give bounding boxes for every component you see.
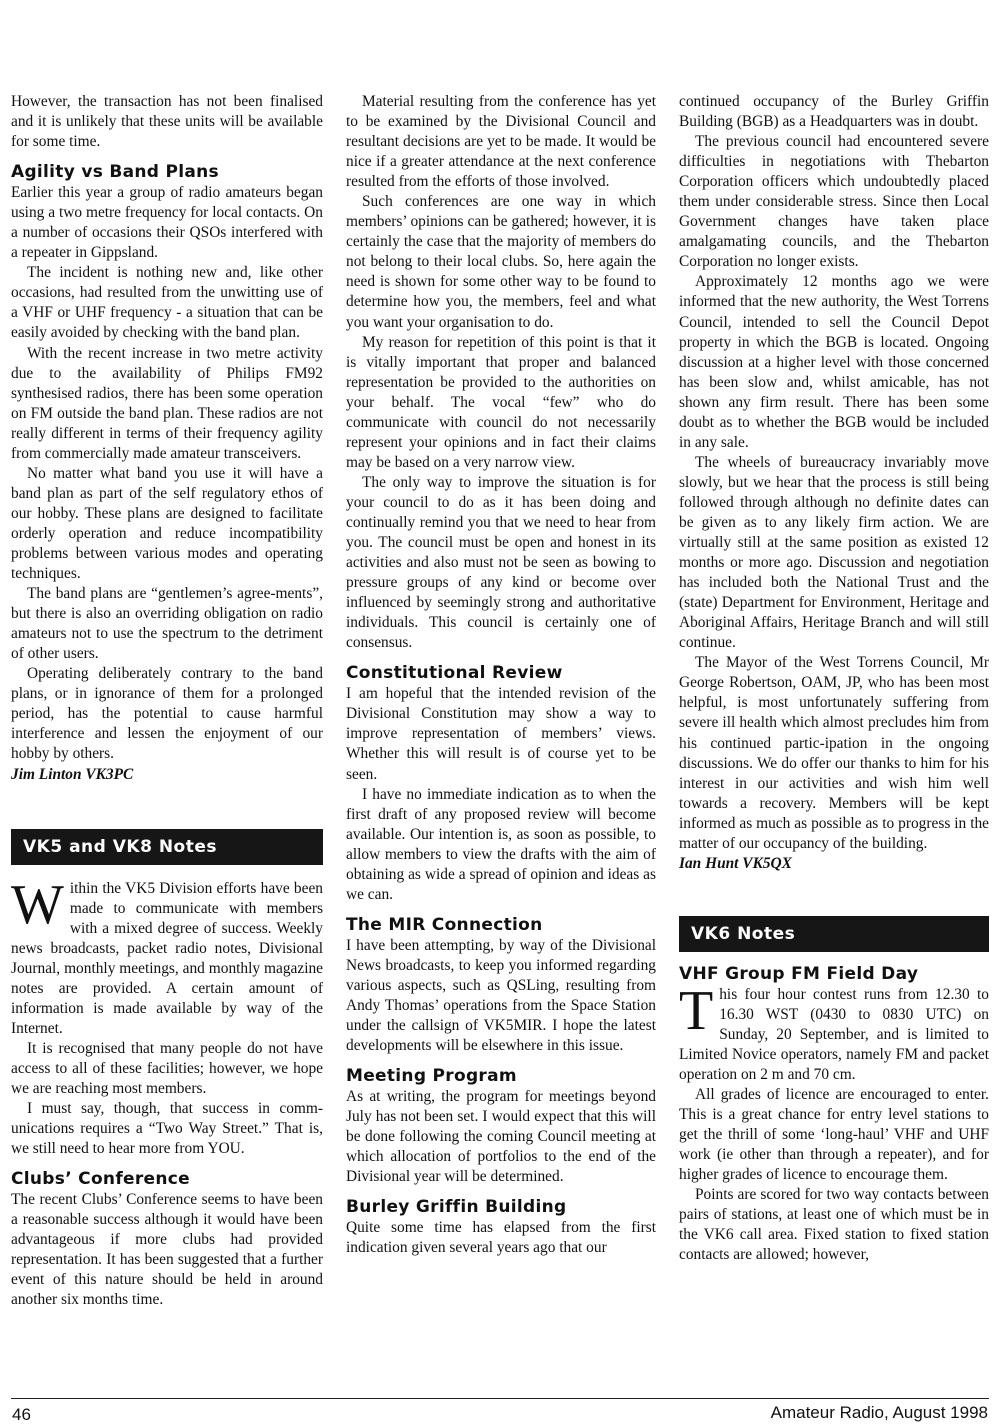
heading-meeting-program: Meeting Program xyxy=(346,1066,517,1087)
paragraph: Points are scored for two way contacts between pairs of stations, at least one of which must be in the VK6 call area. Fixed station to fixed station contacts are allowed; however, xyxy=(679,1186,989,1264)
paragraph: I am hopeful that the intended revision of the Divisional Constitution may show a way to improve representation of members’ views. Whether this will result is of course yet to be seen. xyxy=(346,685,656,783)
paragraph: I must say, though, that success in comm-unications requires a “Two Way Street.” That is, we still need to hear more from YOU. xyxy=(11,1100,323,1158)
heading-mir-connection: The MIR Connection xyxy=(346,914,543,935)
paragraph: The previous council had encountered severe difficulties in negotiations with Thebarton Corporation officers which undoubtedly placed them under considerable stress. Since then Local Government changes have taken place amalgamating councils, and the Thebarton Corporation no longer exists. xyxy=(679,133,989,271)
paragraph: However, the transaction has not been finalised and it is unlikely that these units will be available for some time. xyxy=(11,93,323,151)
heading-constitutional-review: Constitutional Review xyxy=(346,663,563,684)
paragraph-text: his four hour contest runs from 12.30 to 16.30 WST (0430 to 0830 UTC) on Sunday, 20 September, and is limited to Limited Novice operators, namely FM and packet operation on 2 m and 70 cm. xyxy=(679,985,989,1084)
paragraph: The band plans are “gentlemen’s agree-ments”, but there is also an overriding obligation on radio amateurs not to use the spectrum to the detriment of other users. xyxy=(11,585,323,663)
paragraph: The recent Clubs’ Conference seems to have been a reasonable success although it would have been advantageous if more clubs had provided representation. It has been suggested that a further event of this nature should be held in around another six months time. xyxy=(11,1191,323,1309)
paragraph: With the recent increase in two metre activity due to the availability of Philips FM92 synthesised radios, there has been some operation on FM outside the band plan. These radios are not really different in terms of their frequency agility from commercially made amateur transceivers. xyxy=(11,344,323,462)
author-signature: Jim Linton VK3PC xyxy=(11,765,134,783)
paragraph: continued occupancy of the Burley Griffin Building (BGB) as a Headquarters was in doubt. xyxy=(679,93,989,131)
paragraph: All grades of licence are encouraged to enter. This is a great chance for entry level stations to get the thrill of some ‘long-haul’ VHF and UHF work (ie other than through a repeater), and for higher grades of licence to encourage them. xyxy=(679,1086,989,1184)
column-1 xyxy=(11,92,323,1310)
paragraph: The wheels of bureaucracy invariably move slowly, but we hear that the process is still being followed through although no definite dates can be given as to any likely firm action. We are virtually still at the same position as existed 12 months or more ago. Discussion and negotiation has included both the National Trust and the (state) Department for Environment, Heritage and Aboriginal Affairs, Heritage Branch and will still continue. xyxy=(679,453,989,652)
column-2 xyxy=(346,92,656,1258)
drop-cap: W xyxy=(11,873,64,936)
paragraph-with-drop-cap xyxy=(679,979,989,1085)
paragraph: It is recognised that many people do not have access to all of these facilities; however, we hope we are reaching most members. xyxy=(11,1039,323,1098)
drop-cap: T xyxy=(679,979,714,1042)
paragraph: My reason for repetition of this point is that it is vitally important that proper and balanced representation be provided to the authorities on your behalf. The vocal “few” who do communicate with council do not necessarily represent your opinions and in fact their claims may be based on a very narrow view. xyxy=(346,333,656,471)
paragraph: Earlier this year a group of radio amateurs began using a two metre frequency for local contacts. On a number of occasions their QSOs interfered with a repeater in Gippsland. xyxy=(11,184,323,262)
section-banner-vk5-vk8: VK5 and VK8 Notes xyxy=(11,829,323,865)
paragraph: I have no immediate indication as to when the first draft of any proposed review will become available. Our intention is, as soon as possible, to allow members to view the drafts with the aim of obtaining as wide a spread of opinion and ideas as we can. xyxy=(346,785,656,903)
paragraph: I have been attempting, by way of the Divisional News broadcasts, to keep you informed regarding various aspects, such as QSLing, resulting from Andy Thomas’ operations from the Space Station under the callsign of VK5MIR. I hope the latest developments will be elsewhere in this issue. xyxy=(346,936,656,1055)
paragraph: Approximately 12 months ago we were informed that the new authority, the West Torrens Council, intended to sell the Council Depot property in which the BGB is located. Ongoing discussion at a higher level with those concerned has been slow and, whilst amicable, has not shown any firm result. There has been some doubt as to whether the BGB would be included in any sale. xyxy=(679,273,989,451)
paragraph-with-drop-cap xyxy=(11,873,323,1039)
paragraph: The Mayor of the West Torrens Council, Mr George Robertson, OAM, JP, who has been most helpful, is most unfortunately suffering from severe ill health which almost precludes him from his continued partic-ipation in the ongoing discussions. We do offer our thanks to him for his interest in our activities and wish him well towards a recovery. Members will be kept informed as much as possible as to progress in the matter of our occupancy of the building. xyxy=(679,654,989,852)
paragraph: Operating deliberately contrary to the band plans, or in ignorance of them for a prolonged period, has the potential to cause harmful interference and lessen the enjoyment of our hobby by others. xyxy=(11,665,323,763)
paragraph: Quite some time has elapsed from the first indication given several years ago that our xyxy=(346,1219,656,1257)
paragraph: No matter what band you use it will have a band plan as part of the self regulatory ethos of our hobby. These plans are designed to facilitate orderly operation and reduce incompatibility problems between various modes and operating techniques. xyxy=(11,464,323,583)
paragraph: The only way to improve the situation is for your council to do as it has been doing and continually remind you that we need to hear from you. The council must be open and honest in its activities and also must not be seen as bowing to pressure groups of any kind or become over influenced by seemingly strong and authoritative individuals. This council is certainly one of consensus. xyxy=(346,473,656,652)
publication-footer: Amateur Radio, August 1998 xyxy=(770,1403,988,1422)
paragraph: The incident is nothing new and, like other occasions, had resulted from the unwitting use of a VHF or UHF frequency - a situation that can be easily avoided by checking with the band plan. xyxy=(11,264,323,342)
heading-vhf-group-fm-field-day: VHF Group FM Field Day xyxy=(679,963,919,984)
section-banner-vk6: VK6 Notes xyxy=(679,916,989,952)
heading-clubs-conference: Clubs’ Conference xyxy=(11,1169,190,1190)
heading-agility-vs-band-plans: Agility vs Band Plans xyxy=(11,162,219,183)
heading-burley-griffin-building: Burley Griffin Building xyxy=(346,1197,567,1218)
page-number: 46 xyxy=(12,1405,31,1424)
author-signature: Ian Hunt VK5QX xyxy=(679,854,792,872)
paragraph-text: ithin the VK5 Division efforts have been made to communicate with members with a mixed degree of success. Weekly news broadcasts, packet radio notes, Divisional Journal, monthly meetings, and monthly magazine notes are provided. A certain amount of information is made available by way of the Internet. xyxy=(11,879,323,1037)
paragraph: Such conferences are one way in which members’ opinions can be gathered; however, it is certainly the case that the majority of members do not belong to their local clubs. So, here again the need is shown for some other way to be found to determine how you, the members, feel and what you want your organisation to do. xyxy=(346,193,656,331)
footer-divider xyxy=(11,1398,989,1399)
paragraph: As at writing, the program for meetings beyond July has not been set. I would expect that this will be done following the coming Council meeting at which allocation of portfolios to the end of the Divisional year will be determined. xyxy=(346,1088,656,1186)
column-3 xyxy=(679,92,989,1265)
paragraph: Material resulting from the conference has yet to be examined by the Divisional Council and resultant decisions are yet to be made. It would be nice if a greater attendance at the next conference resulted from the efforts of those involved. xyxy=(346,93,656,191)
